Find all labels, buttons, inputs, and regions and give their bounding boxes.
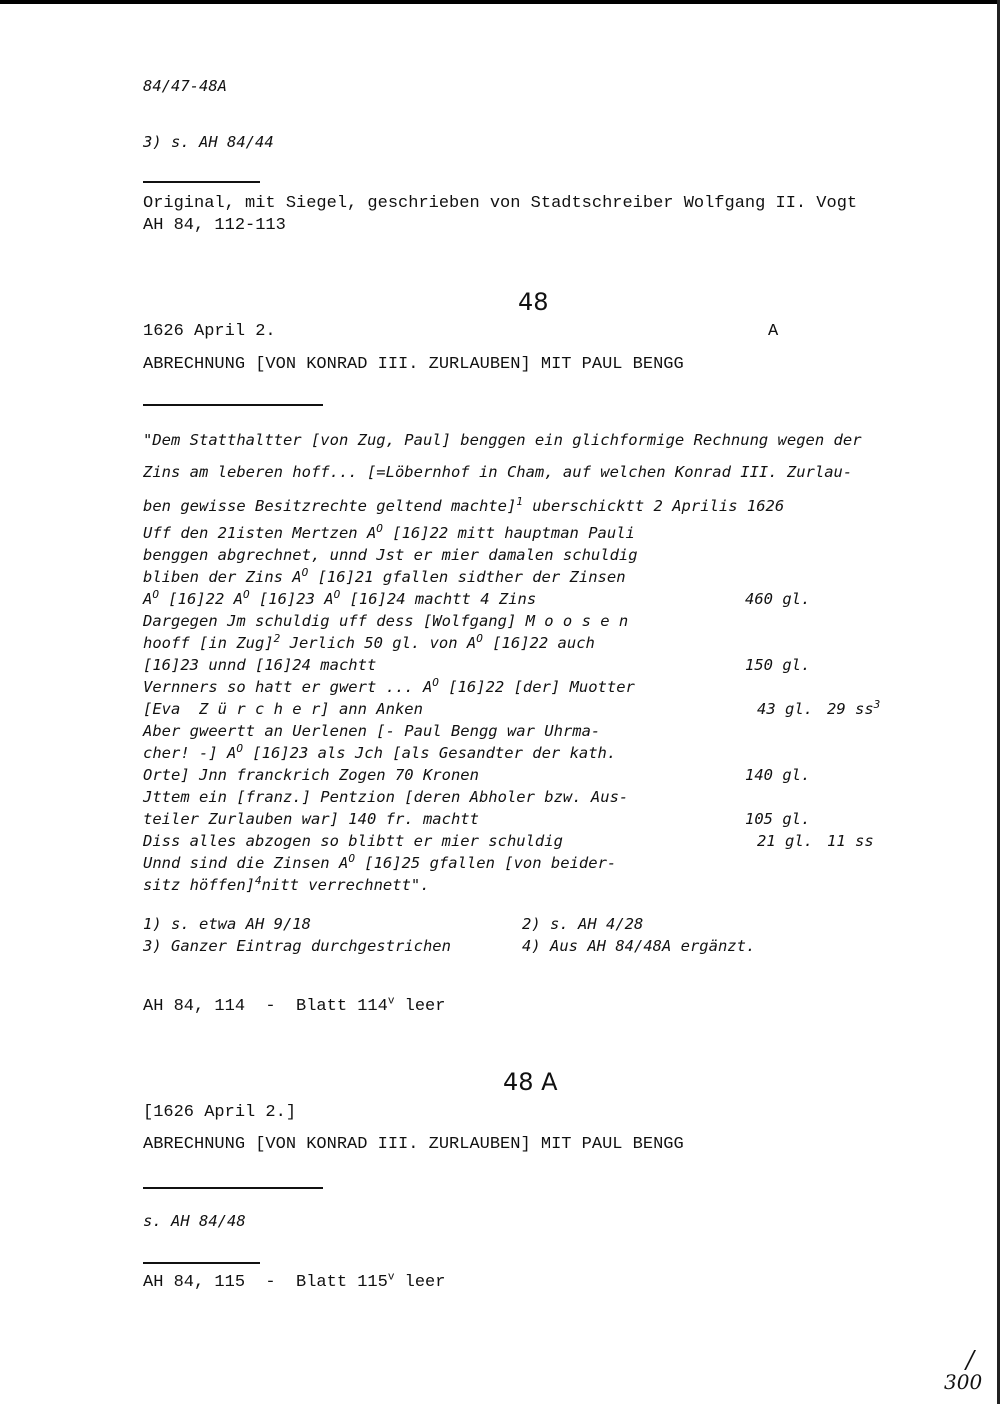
body-line: Vernners so hatt er gwert ... $A^O$ [16]22 [der] Muotter	[143, 675, 635, 696]
footnote-ref: 1	[516, 494, 523, 508]
document-title: ABRECHNUNG [VON KONRAD III. ZURLAUBEN] MIT PAUL BENGG	[143, 1135, 684, 1154]
body-line: Aber gweertt an Uerlenen [- Paul Bengg war Uhrma-	[143, 722, 601, 740]
page-top-edge	[0, 0, 1000, 4]
body-line: [16]23 unnd [16]24 machtt	[143, 656, 377, 674]
previous-footnote-3: 3) s. AH 84/44	[143, 133, 274, 151]
intro-line-3: ben gewisse Besitzrechte geltend machte]$^1$ uberschicktt 2 Aprilis 1626	[143, 494, 785, 515]
amount: 140 gl.	[745, 766, 811, 784]
divider	[143, 404, 323, 406]
document-number: 48	[518, 288, 549, 316]
variant-mark: A	[768, 322, 779, 341]
document-number: 48 A	[503, 1068, 558, 1096]
body-line: bliben der Zins $A^O$ [16]21 gfallen sidther der Zinsen	[143, 565, 626, 586]
divider	[143, 1187, 323, 1189]
amount-shillings: 11 ss	[827, 832, 874, 850]
document-date: 1626 April 2.	[143, 322, 276, 341]
amount: 460 gl.	[745, 590, 811, 608]
body-line: Uff den 21isten Mertzen $A^O$ [16]22 mitt hauptman Pauli	[143, 521, 635, 542]
body-line: Diss alles abzogen so blibtt er mier schuldig	[143, 832, 563, 850]
amount: 43 gl.	[757, 700, 813, 718]
divider	[143, 1262, 260, 1264]
body-line: teiler Zurlauben war] 140 fr. machtt	[143, 810, 479, 828]
document-title: ABRECHNUNG [VON KONRAD III. ZURLAUBEN] MIT PAUL BENGG	[143, 355, 684, 374]
footnote-4: 4) Aus AH 84/48A ergänzt.	[522, 937, 756, 955]
footnote-1: 1) s. etwa AH 9/18	[143, 915, 311, 933]
source-line-2: AH 84, 112-113	[143, 216, 286, 235]
body-line: $A^O$ [16]22 $A^O$ [16]23 $A^O$ [16]24 machtt 4 Zins	[143, 587, 537, 608]
divider	[143, 181, 260, 183]
body-line: Unnd sind die Zinsen $A^O$ [16]25 gfallen [von beider-	[143, 851, 617, 872]
footnote-2: 2) s. AH 4/28	[522, 915, 644, 933]
intro-line-2: Zins am leberen hoff... [=Löbernhof in Cham, auf welchen Konrad III. Zurlau-	[143, 463, 853, 481]
footnote-3: 3) Ganzer Eintrag durchgestrichen	[143, 937, 451, 955]
footnote-ref: 3	[873, 697, 881, 711]
document-date: [1626 April 2.]	[143, 1103, 297, 1122]
document-reference: s. AH 84/48	[143, 1212, 246, 1230]
document-reference: 84/47-48A	[143, 77, 227, 95]
body-line: [Eva Z ü r c h e r] ann Anken	[143, 700, 423, 718]
amount: 150 gl.	[745, 656, 811, 674]
amount: 21 gl.	[757, 832, 813, 850]
amount-shillings: 29 $ss^3$	[827, 697, 881, 718]
body-line: hooff [in Zug]$^2$ Jerlich 50 gl. von $A^O$ [16]22 auch	[143, 631, 595, 652]
check-mark: /	[966, 1346, 975, 1374]
page-number: 300	[944, 1370, 983, 1394]
amount: 105 gl.	[745, 810, 811, 828]
document-source: AH 84, 115 - Blatt 115$^v$ leer	[143, 1271, 446, 1292]
body-line: sitz höffen]$^4$nitt verrechnett".	[143, 873, 430, 894]
document-source: AH 84, 114 - Blatt 114$^v$ leer	[143, 995, 446, 1016]
body-line: Dargegen Jm schuldig uff dess [Wolfgang] M o o s e n	[143, 612, 629, 630]
body-line: benggen abgrechnet, unnd Jst er mier damalen schuldig	[143, 546, 638, 564]
body-line: Jttem ein [franz.] Pentzion [deren Abholer bzw. Aus-	[143, 788, 629, 806]
source-line-1: Original, mit Siegel, geschrieben von Stadtschreiber Wolfgang II. Vogt	[143, 194, 858, 213]
intro-line-1: "Dem Statthaltter [von Zug, Paul] benggen ein glichformige Rechnung wegen der	[143, 431, 862, 449]
body-line: Orte] Jnn franckrich Zogen 70 Kronen	[143, 766, 479, 784]
body-line: cher! -] $A^O$ [16]23 als Jch [als Gesandter der kath.	[143, 741, 617, 762]
